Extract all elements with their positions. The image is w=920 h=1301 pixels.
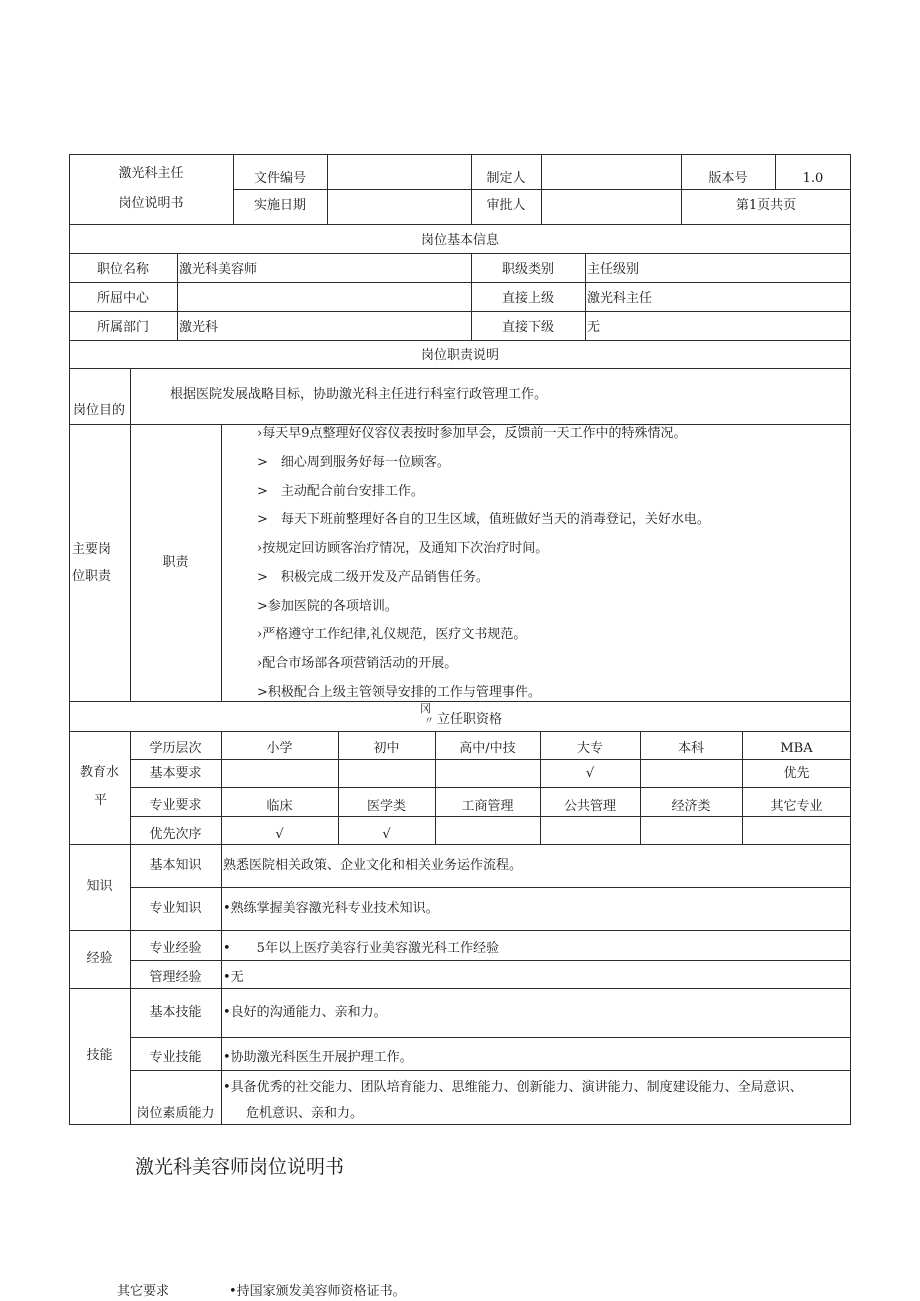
professional-skills-label: 专业技能 <box>149 1050 202 1065</box>
major-cell: 经济类 <box>671 799 711 814</box>
qualification-title-glyph: 冈 <box>420 702 431 715</box>
edu-level-cell: 初中 <box>373 741 400 756</box>
doc-title-line2: 岗位说明书 <box>118 196 184 211</box>
main-duty-label-line1: 主要岗 <box>72 542 112 557</box>
impl-date-label: 实施日期 <box>253 198 306 213</box>
list-item: > 细心周到服务好每一位顾客。 <box>257 455 450 470</box>
duty-label: 职责 <box>162 555 189 570</box>
basic-req-cell: √ <box>585 766 595 781</box>
doc-title-line1: 激光科主任 <box>118 166 184 181</box>
list-item: ›按规定回访顾客治疗情况，及通知下次治疗时间。 <box>257 541 549 556</box>
edu-level-cell: MBA <box>780 741 813 756</box>
dept-label: 所属部门 <box>96 320 149 335</box>
major-req-label: 专业要求 <box>149 798 202 813</box>
list-item: ›每天早9点整理好仪容仪表按时参加早会，反馈前一天工作中的特殊情况。 <box>257 426 687 441</box>
page-title: 激光科美容师岗位说明书 <box>135 1156 345 1178</box>
list-item: > 主动配合前台安排工作。 <box>257 484 424 499</box>
superior-value: 激光科主任 <box>587 291 653 306</box>
divider <box>69 844 851 845</box>
list-item: >积极配合上级主管领导安排的工作与管理事件。 <box>257 685 541 700</box>
basic-info-title: 岗位基本信息 <box>420 233 499 248</box>
management-experience-label: 管理经验 <box>149 970 202 985</box>
divider <box>69 253 851 254</box>
management-experience-text: •无 <box>223 970 244 985</box>
center-label: 所屈中心 <box>96 291 149 306</box>
basic-knowledge-text: 熟悉医院相关政策、企业文化和相关业务运作流程。 <box>223 858 523 873</box>
main-duty-label-line2: 位职责 <box>72 569 112 584</box>
major-cell: 工商管理 <box>461 799 514 814</box>
grade-label: 职级类别 <box>501 262 554 277</box>
position-name-label: 职位名称 <box>96 262 149 277</box>
quality-text-line1: •具备优秀的社交能力、团队培育能力、思维能力、创新能力、演讲能力、制度建设能力、全局意识、 <box>223 1080 803 1095</box>
list-item: > 积极完成二级开发及产品销售任务。 <box>257 570 489 585</box>
superior-label: 直接上级 <box>501 291 554 306</box>
priority-label: 优先次序 <box>149 827 202 842</box>
education-label-line1: 教育水 <box>80 765 120 780</box>
major-cell: 临床 <box>266 799 293 814</box>
professional-skills-text: •协助激光科医生开展护理工作。 <box>223 1050 413 1065</box>
basic-skills-text: •良好的沟通能力、亲和力。 <box>223 1005 387 1020</box>
purpose-text: 根据医院发展战略目标，协助激光科主任进行科室行政管理工作。 <box>170 387 548 402</box>
list-item: ›配合市场部各项营销活动的开展。 <box>257 656 458 671</box>
edu-level-cell: 小学 <box>266 741 293 756</box>
purpose-label: 岗位目的 <box>73 403 126 418</box>
edu-level-cell: 高中/中技 <box>459 741 516 756</box>
divider <box>69 340 851 341</box>
education-label-line2: 平 <box>94 793 108 808</box>
basic-req-label: 基本要求 <box>149 766 202 781</box>
subordinate-value: 无 <box>587 320 601 335</box>
divider <box>69 224 851 225</box>
grade-value: 主任级别 <box>587 262 640 277</box>
major-cell: 公共管理 <box>563 799 616 814</box>
qualification-title-mark: 〃 <box>424 716 434 727</box>
divider <box>130 960 851 961</box>
divider <box>69 311 851 312</box>
professional-knowledge-text: •熟练掌握美容激光科专业技术知识。 <box>223 901 439 916</box>
divider <box>69 731 851 732</box>
basic-skills-label: 基本技能 <box>149 1005 202 1020</box>
divider <box>69 368 851 369</box>
divider <box>221 731 222 1125</box>
divider <box>585 253 586 340</box>
experience-label: 经验 <box>86 951 113 966</box>
other-req-text: •持国家颁发美容师资格证书。 <box>229 1284 406 1299</box>
professional-experience-label: 专业经验 <box>149 941 202 956</box>
list-item: ›严格遵守工作纪律,礼仪规范，医疗文书规范。 <box>257 627 527 642</box>
file-no-label: 文件编号 <box>253 171 306 186</box>
edu-level-cell: 大专 <box>576 741 603 756</box>
page-info: 第1页共页 <box>735 198 797 213</box>
divider <box>130 887 851 888</box>
version-label: 版本号 <box>708 171 748 186</box>
edu-level-cell: 本科 <box>677 741 704 756</box>
priority-cell: √ <box>275 827 284 842</box>
other-req-label: 其它要求 <box>117 1284 170 1299</box>
list-item: >参加医院的各项培训。 <box>257 599 398 614</box>
major-cell: 医学类 <box>366 799 406 814</box>
divider <box>130 1070 851 1071</box>
approver-label: 审批人 <box>486 198 526 213</box>
version-value: 1.0 <box>802 171 824 186</box>
major-cell: 其它专业 <box>770 799 823 814</box>
position-name-value: 激光科美容师 <box>179 262 258 277</box>
priority-cell: √ <box>382 827 391 842</box>
author-label: 制定人 <box>486 171 526 186</box>
quality-text-line2: 危机意识、亲和力。 <box>246 1106 364 1121</box>
divider <box>221 424 222 701</box>
skills-label: 技能 <box>86 1048 113 1063</box>
edu-level-label: 学历层次 <box>149 741 202 756</box>
qualification-title: 立任职资格 <box>437 712 503 727</box>
basic-knowledge-label: 基本知识 <box>149 858 202 873</box>
quality-label: 岗位素质能力 <box>136 1106 215 1121</box>
duties-title: 岗位职责说明 <box>420 348 499 363</box>
divider <box>130 1037 851 1038</box>
basic-req-cell: 优先 <box>783 766 810 781</box>
divider <box>233 189 851 190</box>
divider <box>69 988 851 989</box>
divider <box>69 930 851 931</box>
knowledge-label: 知识 <box>86 879 113 894</box>
list-item: > 每天下班前整理好各自的卫生区域，值班做好当天的消毒登记，关好水电。 <box>257 512 710 527</box>
divider <box>69 424 851 425</box>
subordinate-label: 直接下级 <box>501 320 554 335</box>
divider <box>69 701 851 702</box>
dept-value: 激光科 <box>179 320 219 335</box>
divider <box>69 282 851 283</box>
professional-knowledge-label: 专业知识 <box>149 901 202 916</box>
professional-experience-text: • 5年以上医疗美容行业美容激光科工作经验 <box>223 941 499 956</box>
divider <box>130 368 131 701</box>
divider <box>177 253 178 340</box>
